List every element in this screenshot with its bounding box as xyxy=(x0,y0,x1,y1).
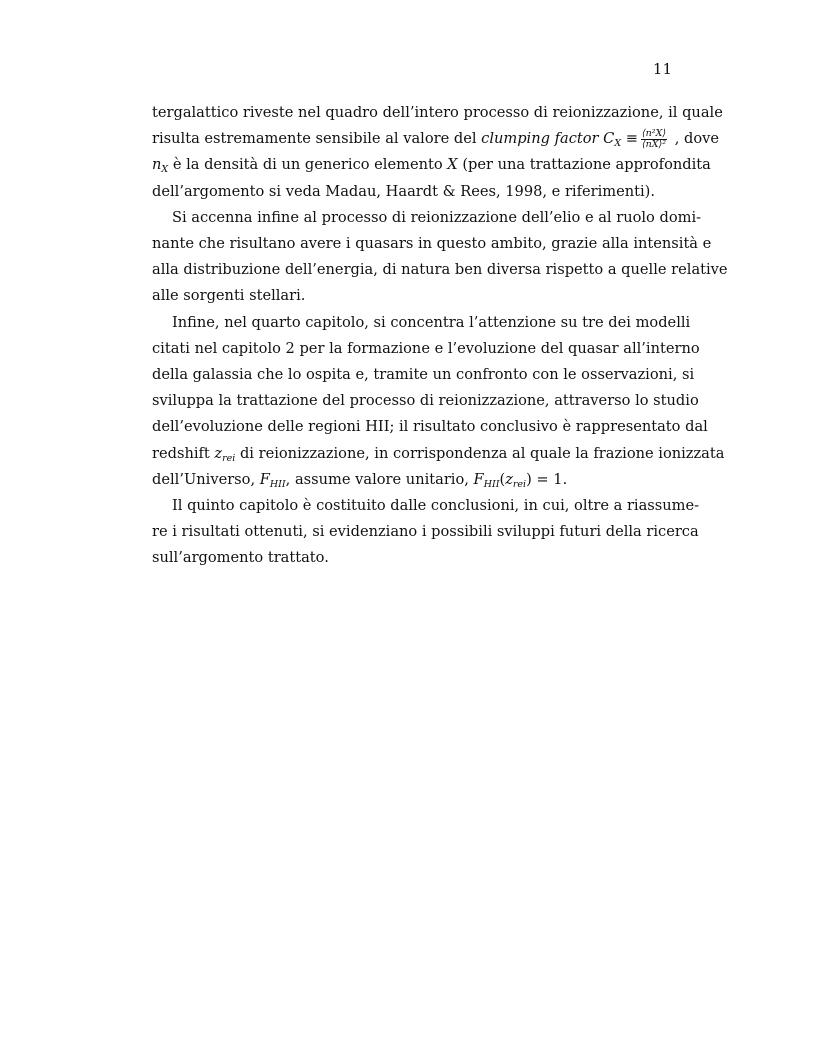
text-line: re i risultati ottenuti, si evidenziano i possibili sviluppi futuri della ricerca xyxy=(152,523,699,541)
text-line-with-formula: risulta estremamente sensibile al valore del clumping factor $C_X$ ≡ $\frac{\text{⟨n²X⟩}}{\text{⟨nX⟩²}}$ , dove xyxy=(152,127,720,150)
text-line: sull’argomento trattato. xyxy=(152,549,329,567)
math-nx: $n_X$ xyxy=(152,156,169,176)
text-line: della galassia che lo ospita e, tramite un confronto con le osservazioni, si xyxy=(152,366,695,384)
math-fhii: $F_{HII}$ xyxy=(259,470,286,490)
text-line: Si accenna infine al processo di reionizzazione dell’elio e al ruolo domi- xyxy=(172,208,702,226)
text-line: citati nel capitolo 2 per la formazione e l’evoluzione del quasar all’interno xyxy=(152,339,700,357)
text-line: dell’Universo, $F_{HII}$, assume valore unitario, $F_{HII}(z_{rei}) = 1$. xyxy=(152,470,568,490)
clumping-factor-term: clumping factor xyxy=(481,130,599,148)
text-line: dell’evoluzione delle regioni HII; il risultato conclusivo è rappresentato dal xyxy=(152,418,708,436)
text-line: alla distribuzione dell’energia, di natura ben diversa rispetto a quelle relative xyxy=(152,261,728,279)
text-line: alle sorgenti stellari. xyxy=(152,287,306,305)
text-line: tergalattico riveste nel quadro dell’intero processo di reionizzazione, il quale xyxy=(152,104,723,121)
page-number: 11 xyxy=(652,60,672,78)
paragraph-3 xyxy=(152,310,725,493)
text-line: Il quinto capitolo è costituito dalle conclusioni, in cui, oltre a riassume- xyxy=(172,497,700,515)
paragraph-2 xyxy=(152,205,728,310)
text-line: sviluppa la trattazione del processo di reionizzazione, attraverso lo studio xyxy=(152,392,699,410)
math-fraction: $\frac{\text{⟨n²X⟩}}{\text{⟨nX⟩²}}$ xyxy=(641,127,667,150)
text-line: dell’argomento si veda Madau, Haardt & Rees, 1998, e riferimenti). xyxy=(152,182,656,200)
math-fhii-eq: $F_{HII}(z_{rei}$ xyxy=(473,470,527,490)
text-line: nante che risultano avere i quasars in questo ambito, grazie alla intensità e xyxy=(152,235,712,253)
paragraph-4 xyxy=(152,493,700,572)
text-line: redshift $z_{rei}$ di reionizzazione, in corrispondenza al quale la frazione ionizzata xyxy=(152,444,725,464)
math-zrei: $z_{rei}$ xyxy=(214,444,236,464)
paragraph-1 xyxy=(152,100,723,205)
body-text xyxy=(152,100,728,572)
text-line: $n_X$ è la densità di un generico elemento X (per una trattazione approfondita xyxy=(152,156,711,176)
text-line: Infine, nel quarto capitolo, si concentra l’attenzione su tre dei modelli xyxy=(172,313,691,331)
math-cx: $C_X$ xyxy=(603,130,622,150)
